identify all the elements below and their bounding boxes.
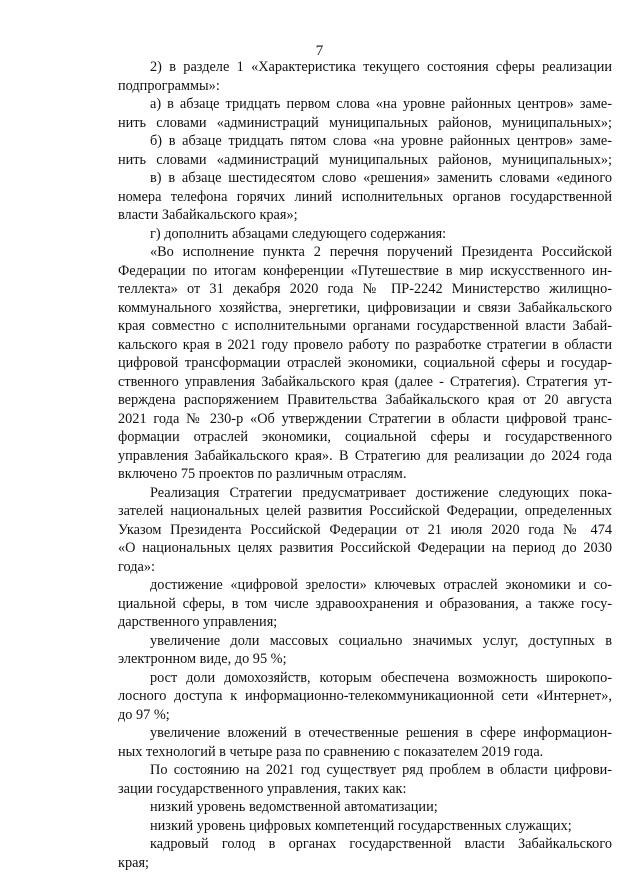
text-line: 2) в разделе 1 «Характеристика текущего состояния сферы реализации <box>150 59 612 75</box>
text-line: теллекта» от 31 декабря 2020 года № ПР-2242 Министерство жилищно- <box>118 281 612 297</box>
text-line: ственного управления Забайкальского края (далее - Стратегия). Стратегия ут- <box>118 373 612 390</box>
text-line: ных технологий в четыре раза по сравнению с показателем 2019 года. <box>118 743 544 760</box>
text-line: Федерации по итогам конференции «Путешествие в мир искусственного ин- <box>118 262 612 279</box>
text-line: дарственного управления; <box>118 614 278 630</box>
text-line: а) в абзаце тридцать первом слова «на уровне районных центров» заме- <box>150 96 612 112</box>
text-line: По состоянию на 2021 год существует ряд проблем в области цифрови- <box>150 762 612 778</box>
text-line: власти Забайкальского края»; <box>118 207 298 223</box>
text-line: управления Забайкальского края». В Стратегию для реализации до 2024 года <box>118 447 612 464</box>
text-line: электронном виде, до 95 %; <box>118 651 287 667</box>
text-line: б) в абзаце тридцать пятом слова «на уровне районных центров» заме- <box>150 133 612 149</box>
text-line: рост доли домохозяйств, которым обеспечена возможность широкопо- <box>150 669 612 686</box>
text-line: кадровый голод в органах государственной власти Забайкальского <box>150 836 612 852</box>
text-line: нить словами «администраций муниципальных районов, муниципальных»; <box>118 151 612 168</box>
text-line: достижение «цифровой зрелости» ключевых отраслей экономики и со- <box>150 577 612 593</box>
text-line: года»: <box>118 558 155 575</box>
text-line: Реализация Стратегии предусматривает достижение следующих пока- <box>150 484 612 501</box>
text-line: формации отраслей экономики, социальной сферы и государственного <box>118 429 612 445</box>
text-line: увеличение вложений в отечественные решения в сфере информацион- <box>150 725 612 741</box>
text-line: Указом Президента Российской Федерации от 21 июля 2020 года № 474 <box>118 521 612 538</box>
text-line: увеличение доли массовых социально значимых услуг, доступных в <box>150 632 612 649</box>
document-body <box>118 58 612 872</box>
text-line: «О национальных целях развития Российской Федерации на период до 2030 <box>118 540 612 556</box>
text-line: циальной сферы, в том числе здравоохранения и образования, а также госу- <box>118 595 612 612</box>
text-line: до 97 %; <box>118 706 170 723</box>
text-line: включено 75 проектов по различным отраслям. <box>118 466 407 482</box>
text-line: края совместно с исполнительными органами государственной власти Забай- <box>118 318 612 334</box>
text-line: цифровой трансформации отраслей экономики, социальной сферы и государ- <box>118 355 612 371</box>
text-line: низкий уровень ведомственной автоматизации; <box>150 799 438 815</box>
text-line: верждена распоряжением Правительства Забайкальского края от 20 августа <box>118 392 612 408</box>
text-line: номера телефона горячих линий исполнительных органов государственной <box>118 188 612 205</box>
text-line: подпрограммы»: <box>118 77 220 94</box>
text-line: «Во исполнение пункта 2 перечня поручений Президента Российской <box>150 244 612 260</box>
text-line: 2021 года № 230-р «Об утверждении Стратегии в области цифровой транс- <box>118 410 612 427</box>
text-line: зации государственного управления, таких как: <box>118 780 407 797</box>
text-line: нить словами «администраций муниципальных районов, муниципальных»; <box>118 114 612 131</box>
text-line: лосного доступа к информационно-телекоммуникационной сети «Интернет», <box>118 688 612 704</box>
page-number: 7 <box>315 43 324 59</box>
text-line: кальского края в 2021 году провело работу по разработке стратегии в области <box>118 336 612 353</box>
text-line: низкий уровень цифровых компетенций государственных служащих; <box>150 817 572 834</box>
text-line: в) в абзаце шестидесятом слово «решения» заменить словами «единого <box>150 170 612 186</box>
text-line: зателей национальных целей развития Российской Федерации, определенных <box>118 503 612 519</box>
text-line: г) дополнить абзацами следующего содержания: <box>150 225 447 242</box>
text-line: края; <box>118 854 149 871</box>
text-line: коммунального хозяйства, энергетики, цифровизации и связи Забайкальского <box>118 299 612 316</box>
